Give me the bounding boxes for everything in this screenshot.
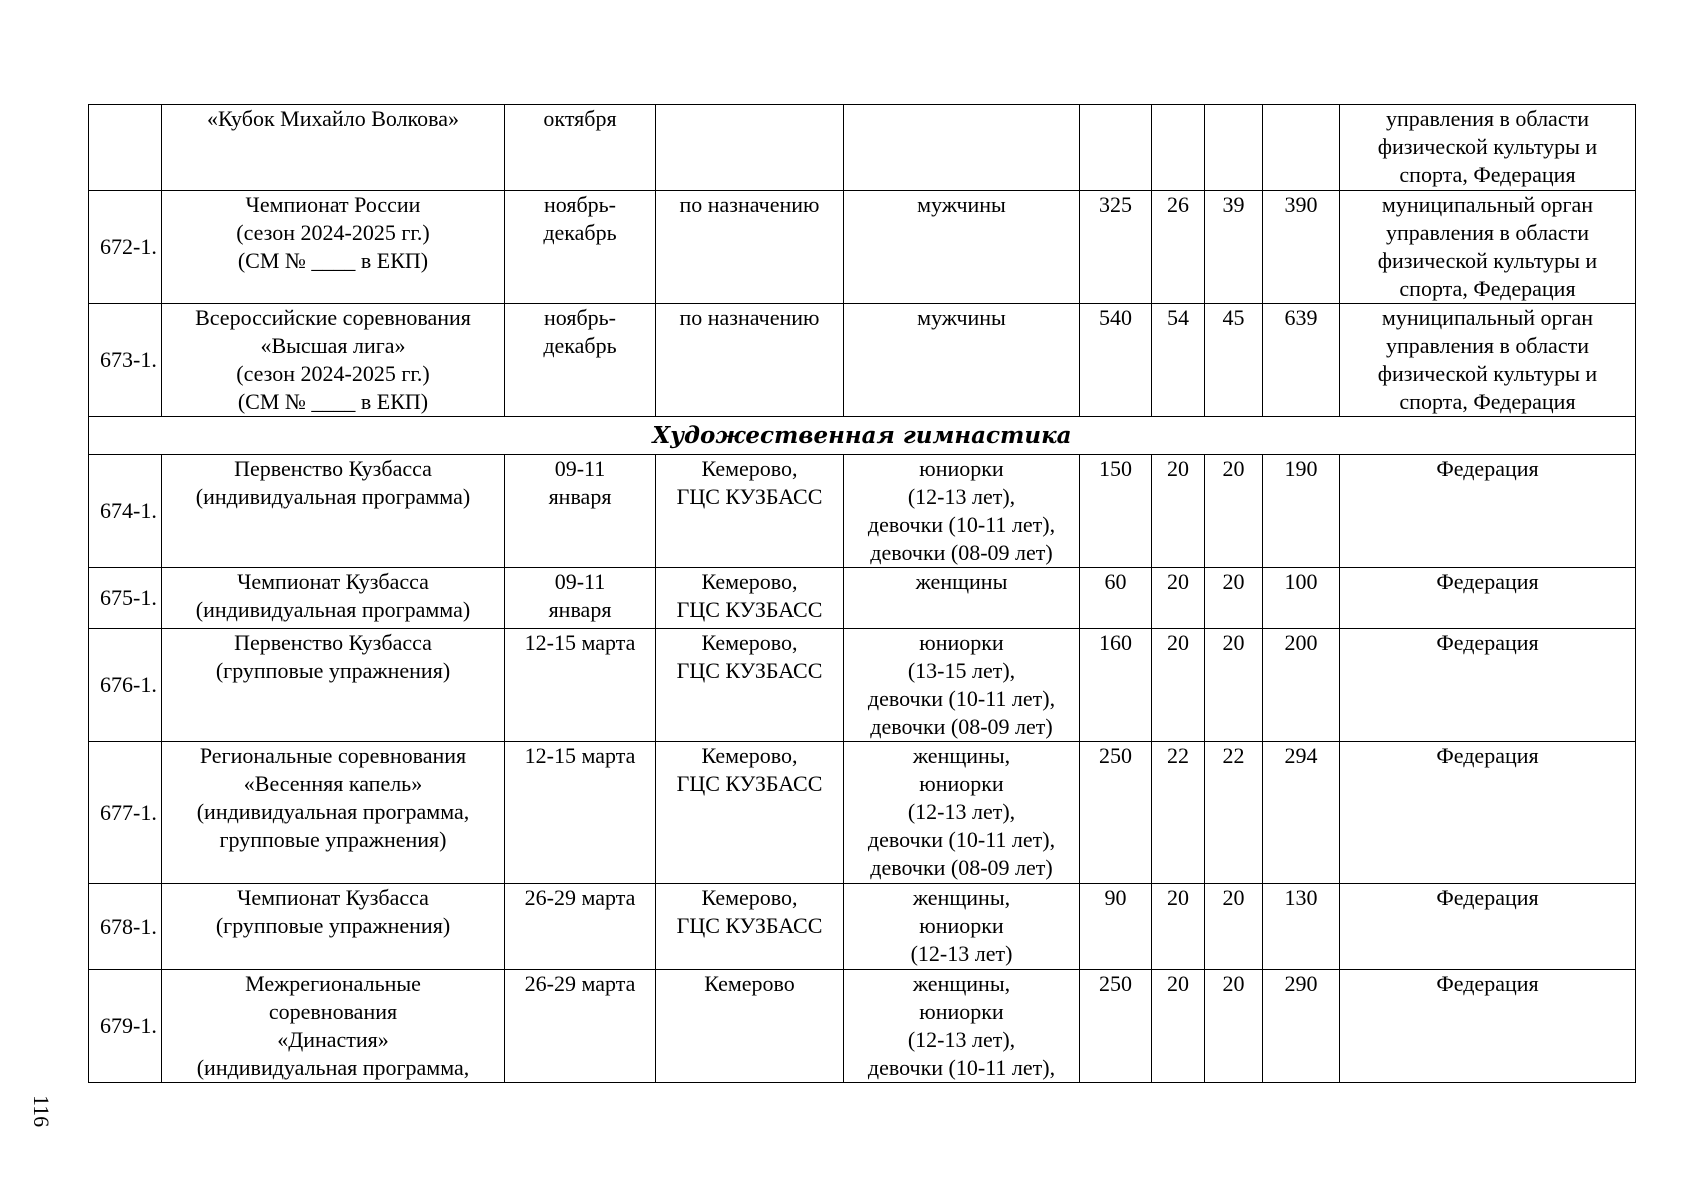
organizer-cell: Федерация <box>1340 629 1636 742</box>
event-name-cell: «Кубок Михайло Волкова» <box>162 105 505 191</box>
row-number-cell: 678-1. <box>89 884 162 970</box>
table-row <box>89 455 1636 568</box>
organizer-cell: управления в области физической культуры и спорта, Федерация <box>1340 105 1636 191</box>
table-row <box>89 884 1636 970</box>
count-athletes-cell <box>1080 105 1152 191</box>
row-number-cell: 677-1. <box>89 742 162 884</box>
count-judges-cell <box>1205 105 1263 191</box>
count-judges-cell: 20 <box>1205 455 1263 568</box>
count-coaches-cell: 20 <box>1152 970 1205 1083</box>
count-judges-cell: 45 <box>1205 304 1263 417</box>
participants-cell: женщины, юниорки (12-13 лет), девочки (10-11 лет), девочки (08-09 лет) <box>844 742 1080 884</box>
organizer-cell: Федерация <box>1340 455 1636 568</box>
row-number-cell: 675-1. <box>89 568 162 629</box>
section-row <box>89 417 1636 455</box>
event-name-cell: Межрегиональные соревнования «Династия» (индивидуальная программа, <box>162 970 505 1083</box>
row-number-cell <box>89 105 162 191</box>
count-coaches-cell: 20 <box>1152 568 1205 629</box>
event-place-cell: Кемерово, ГЦС КУЗБАСС <box>656 629 844 742</box>
count-total-cell: 294 <box>1263 742 1340 884</box>
event-name-cell: Чемпионат Кузбасса (индивидуальная программа) <box>162 568 505 629</box>
table-row <box>89 191 1636 304</box>
event-name-cell: Всероссийские соревнования «Высшая лига» (сезон 2024-2025 гг.) (СМ № ____ в ЕКП) <box>162 304 505 417</box>
participants-cell: женщины, юниорки (12-13 лет), девочки (10-11 лет), <box>844 970 1080 1083</box>
count-judges-cell: 20 <box>1205 568 1263 629</box>
event-date-cell: 12-15 марта <box>505 629 656 742</box>
count-total-cell: 190 <box>1263 455 1340 568</box>
count-judges-cell: 22 <box>1205 742 1263 884</box>
participants-cell <box>844 105 1080 191</box>
count-coaches-cell: 54 <box>1152 304 1205 417</box>
participants-cell: юниорки (12-13 лет), девочки (10-11 лет), девочки (08-09 лет) <box>844 455 1080 568</box>
count-total-cell: 100 <box>1263 568 1340 629</box>
row-number-cell: 676-1. <box>89 629 162 742</box>
count-coaches-cell: 20 <box>1152 455 1205 568</box>
row-number-cell: 673-1. <box>89 304 162 417</box>
table-row <box>89 742 1636 884</box>
event-date-cell: 09-11 января <box>505 568 656 629</box>
count-coaches-cell: 26 <box>1152 191 1205 304</box>
event-name-cell: Чемпионат России (сезон 2024-2025 гг.) (СМ № ____ в ЕКП) <box>162 191 505 304</box>
organizer-cell: Федерация <box>1340 568 1636 629</box>
count-judges-cell: 20 <box>1205 884 1263 970</box>
table-row <box>89 105 1636 191</box>
count-judges-cell: 39 <box>1205 191 1263 304</box>
count-coaches-cell: 20 <box>1152 629 1205 742</box>
count-judges-cell: 20 <box>1205 970 1263 1083</box>
count-athletes-cell: 250 <box>1080 742 1152 884</box>
organizer-cell: муниципальный орган управления в области физической культуры и спорта, Федерация <box>1340 304 1636 417</box>
event-place-cell: по назначению <box>656 191 844 304</box>
count-total-cell: 130 <box>1263 884 1340 970</box>
organizer-cell: Федерация <box>1340 970 1636 1083</box>
table-body <box>89 105 1636 1083</box>
participants-cell: мужчины <box>844 304 1080 417</box>
event-place-cell: Кемерово, ГЦС КУЗБАСС <box>656 884 844 970</box>
event-name-cell: Первенство Кузбасса (индивидуальная программа) <box>162 455 505 568</box>
organizer-cell: муниципальный орган управления в области физической культуры и спорта, Федерация <box>1340 191 1636 304</box>
table-row <box>89 568 1636 629</box>
event-date-cell: 12-15 марта <box>505 742 656 884</box>
event-date-cell: 09-11 января <box>505 455 656 568</box>
participants-cell: мужчины <box>844 191 1080 304</box>
event-name-cell: Региональные соревнования «Весенняя капель» (индивидуальная программа, групповые упражнения) <box>162 742 505 884</box>
count-total-cell <box>1263 105 1340 191</box>
count-athletes-cell: 60 <box>1080 568 1152 629</box>
count-athletes-cell: 160 <box>1080 629 1152 742</box>
count-athletes-cell: 90 <box>1080 884 1152 970</box>
table-row <box>89 970 1636 1083</box>
table-row <box>89 304 1636 417</box>
event-date-cell: октября <box>505 105 656 191</box>
count-athletes-cell: 150 <box>1080 455 1152 568</box>
event-place-cell: Кемерово, ГЦС КУЗБАСС <box>656 742 844 884</box>
participants-cell: женщины, юниорки (12-13 лет) <box>844 884 1080 970</box>
event-name-cell: Первенство Кузбасса (групповые упражнения) <box>162 629 505 742</box>
event-date-cell: ноябрь- декабрь <box>505 304 656 417</box>
count-total-cell: 200 <box>1263 629 1340 742</box>
organizer-cell: Федерация <box>1340 884 1636 970</box>
event-place-cell: по назначению <box>656 304 844 417</box>
event-place-cell: Кемерово, ГЦС КУЗБАСС <box>656 455 844 568</box>
event-name-cell: Чемпионат Кузбасса (групповые упражнения) <box>162 884 505 970</box>
row-number-cell: 679-1. <box>89 970 162 1083</box>
count-athletes-cell: 250 <box>1080 970 1152 1083</box>
event-place-cell <box>656 105 844 191</box>
count-total-cell: 639 <box>1263 304 1340 417</box>
count-coaches-cell: 20 <box>1152 884 1205 970</box>
page-number: 116 <box>29 1095 54 1128</box>
count-athletes-cell: 325 <box>1080 191 1152 304</box>
event-place-cell: Кемерово, ГЦС КУЗБАСС <box>656 568 844 629</box>
organizer-cell: Федерация <box>1340 742 1636 884</box>
count-total-cell: 290 <box>1263 970 1340 1083</box>
participants-cell: юниорки (13-15 лет), девочки (10-11 лет), девочки (08-09 лет) <box>844 629 1080 742</box>
event-place-cell: Кемерово <box>656 970 844 1083</box>
section-title: Художественная гимнастика <box>89 417 1636 455</box>
row-number-cell: 674-1. <box>89 455 162 568</box>
count-total-cell: 390 <box>1263 191 1340 304</box>
count-judges-cell: 20 <box>1205 629 1263 742</box>
table-row <box>89 629 1636 742</box>
count-coaches-cell <box>1152 105 1205 191</box>
count-athletes-cell: 540 <box>1080 304 1152 417</box>
event-date-cell: 26-29 марта <box>505 970 656 1083</box>
count-coaches-cell: 22 <box>1152 742 1205 884</box>
row-number-cell: 672-1. <box>89 191 162 304</box>
participants-cell: женщины <box>844 568 1080 629</box>
event-date-cell: 26-29 марта <box>505 884 656 970</box>
schedule-table <box>88 104 1636 1083</box>
event-date-cell: ноябрь- декабрь <box>505 191 656 304</box>
